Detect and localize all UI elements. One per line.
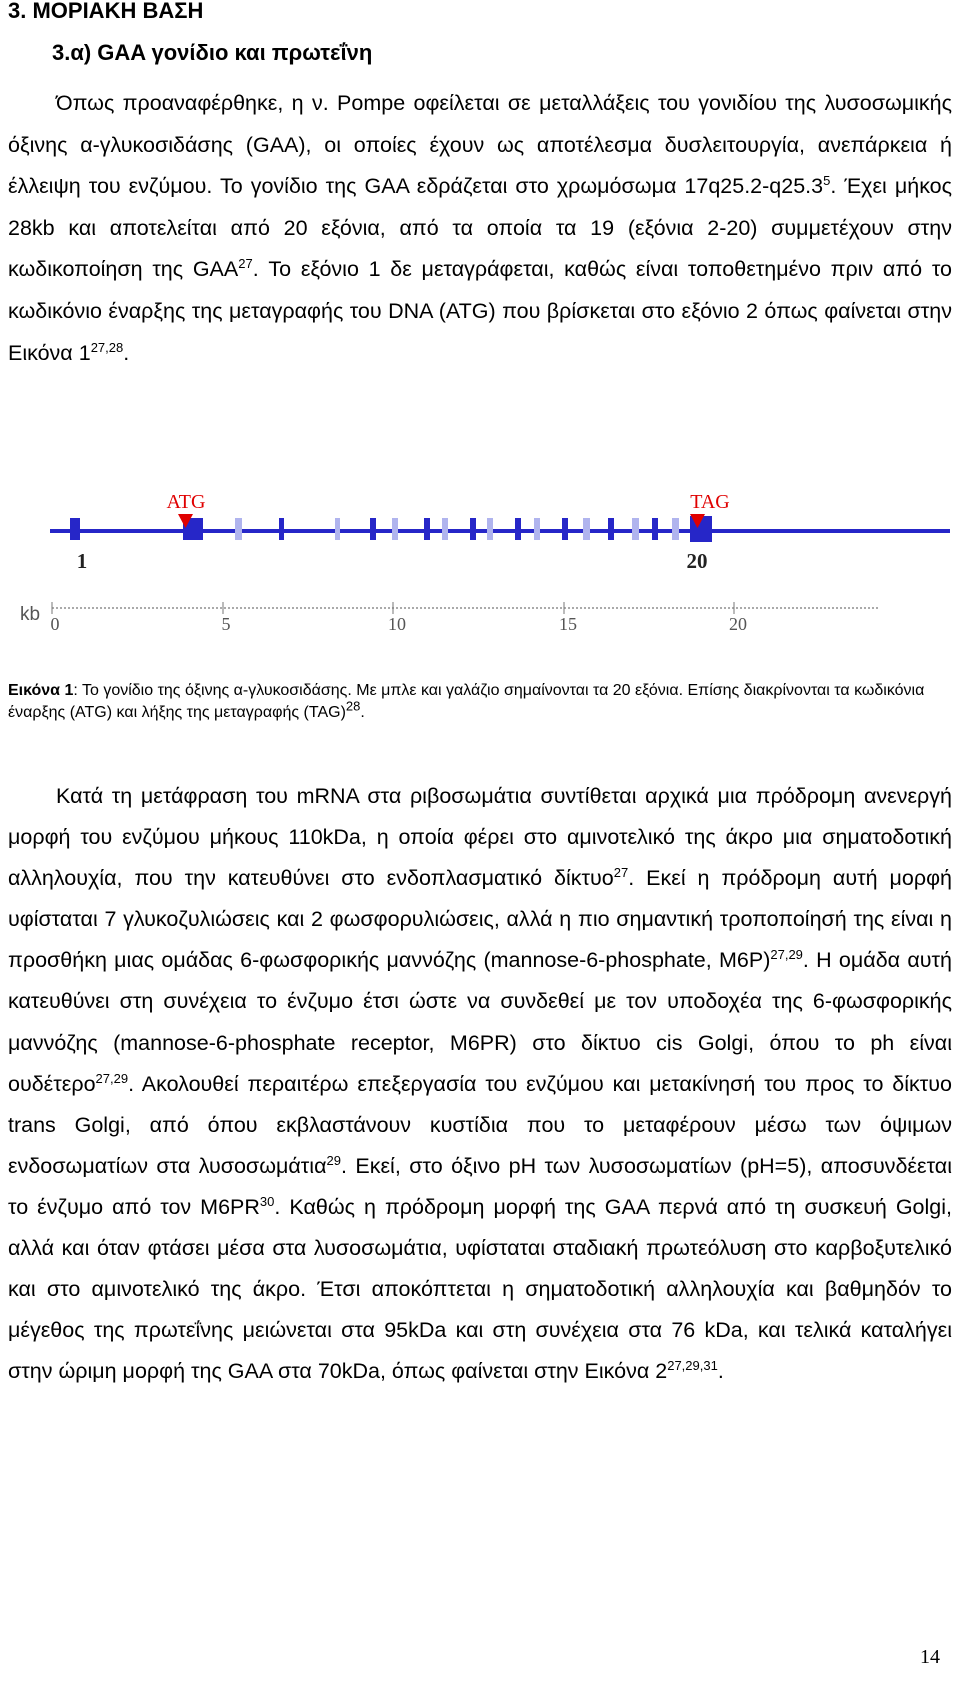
gene-diagram-svg <box>0 486 960 674</box>
exon-1 <box>70 518 80 540</box>
exon-15 <box>583 518 590 540</box>
exon-3 <box>235 518 242 540</box>
exon-6 <box>370 518 376 540</box>
paragraph-text: . Καθώς η πρόδρομη μορφή της GAA περνά από τη συσκευή Golgi, αλλά και όταν φτάσει μέσα στα λυσοσωμάτια, υφίσταται σταδιακή πρωτεόλυση στο καρβοξυτελικό και στο αμινοτελικό της άκρο. Έτσι αποκόπτεται η σηματοδοτική αλληλουχία και βαθμηδόν το μέγεθος της πρωτεΐνης μειώνεται στα 95kDa και στη συνέχεια στα 76 kDa, και τελικά καταλήγει στην ώριμη μορφή της GAA στα 70kDa, όπως φαίνεται στην Εικόνα 2 <box>8 1194 952 1384</box>
gene-structure-figure <box>0 486 960 674</box>
paragraph-gene-description <box>8 83 952 374</box>
section-heading: 3. ΜΟΡΙΑΚΗ ΒΑΣΗ <box>8 0 204 23</box>
exon-10 <box>470 518 476 540</box>
paragraph-text: . Η ομάδα αυτή κατευθύνει στη συνέχεια το ένζυμο έτσι ώστε να συνδεθεί με τον υποδοχέα της 6-φωσφορικής μαννόζης (mannose-6-phosphate receptor, M6PR) στο δίκτυο cis Golgi, όπου το ph είναι ουδέτερο <box>8 948 953 1096</box>
paragraph-text: . Εκεί η πρόδρομη αυτή μορφή υφίσταται 7 γλυκοζυλιώσεις και 2 φωσφορυλιώσεις, αλλά η πιο σημαντική τροποποίησή της είναι η προσθήκη μιας ομάδας 6-φωσφορικής μαννόζης (mannose-6-phosphate, M6P) <box>8 866 952 973</box>
caption-label: Εικόνα 1 <box>8 682 74 699</box>
last-exon-label: 20 <box>686 549 708 573</box>
scale-tick-label: 20 <box>729 614 747 634</box>
exon-17 <box>632 518 639 540</box>
exon-18 <box>652 518 658 540</box>
exon-19 <box>672 518 679 540</box>
exon-16 <box>608 518 614 540</box>
figure-caption <box>8 680 952 724</box>
paragraph-text: . Έχει μήκος 28kb και αποτελείται από 20 εξόνια, από τα οποία τα 19 (εξόνια 2-20) συμμετέχουν στην κωδικοποίηση της GAA <box>8 174 953 282</box>
scale-tick-label: 10 <box>388 614 406 634</box>
page-number: 14 <box>920 1646 940 1668</box>
paragraph-text: . Το εξόνιο 1 δε μεταγράφεται, καθώς είναι τοποθετημένο πριν από το κωδικόνιο έναρξης της μεταγραφής του DNA (ATG) που βρίσκεται στο εξόνιο 2 όπως φαίνεται στην Εικόνα 1 <box>8 257 952 365</box>
caption-text: . <box>360 704 365 721</box>
exon-8 <box>424 518 430 540</box>
paragraph-text: . <box>123 340 130 365</box>
exon-13 <box>534 518 540 540</box>
first-exon-label: 1 <box>76 549 88 573</box>
citation-ref: 27,29,31 <box>667 1358 718 1374</box>
citation-ref: 27,29 <box>95 1070 129 1086</box>
stop-codon-label: TAG <box>690 491 730 513</box>
paragraph-text: Κατά τη μετάφραση του mRNA στα ριβοσωμάτια συντίθεται αρχικά μια πρόδρομη ανενεργή μορφή του ενζύμου μήκους 110kDa, η οποία φέρει στο αμινοτελικό της άκρο μια σηματοδοτική αλληλουχία, που την κατευθύνει στο ενδοπλασματικό δίκτυο <box>8 784 952 891</box>
exon-11 <box>487 518 493 540</box>
paragraph-protein-processing <box>8 776 952 1392</box>
paragraph-text: Όπως προαναφέρθηκε, η ν. Pompe οφείλεται σε μεταλλάξεις του γονιδίου της λυσοσωμικής όξινης α-γλυκοσιδάσης (GAA), οι οποίες έχουν ως αποτέλεσμα δυσλειτουργία, ανεπάρκεια ή έλλειψη του ενζύμου. Το γονίδιο της GAA εδράζεται στο χρωμόσωμα 17q25.2-q25.3 <box>8 91 952 199</box>
exon-14 <box>562 518 568 540</box>
citation-ref: 27,29 <box>770 947 803 963</box>
paragraph-text: . <box>717 1359 724 1384</box>
subsection-heading: 3.α) GAA γονίδιο και πρωτεΐνη <box>52 40 373 65</box>
scale-unit-label: kb <box>20 604 41 625</box>
caption-text: : Το γονίδιο της όξινης α-γλυκοσιδάσης. Με μπλε και γαλάζιο σημαίνονται τα 20 εξόνια. Επίσης διακρίνονται τα κωδικόνια έναρξης (ATG) και λήξης της μεταγραφής (TAG) <box>8 682 925 721</box>
paragraph-text: . Εκεί, στο όξινο pH των λυσοσωματίων (pH=5), αποσυνδέεται το ένζυμο από τον M6PR <box>8 1153 952 1219</box>
paragraph-text: . Ακολουθεί περαιτέρω επεξεργασία του ενζύμου και μετακίνησή του προς το δίκτυο trans Golgi, από όπου εκβλαστάνουν κυστίδια που το μεταφέρουν μέσω των όψιμων ενδοσωματίων στα λυσοσωμάτια <box>8 1071 952 1178</box>
citation-ref: 28 <box>345 698 361 714</box>
exon-4 <box>279 518 284 540</box>
citation-ref: 30 <box>259 1193 275 1209</box>
start-codon-label: ATG <box>166 491 206 513</box>
citation-ref: 29 <box>326 1152 341 1168</box>
exon-9 <box>442 518 448 540</box>
citation-ref: 27 <box>613 865 629 881</box>
citation-ref: 27 <box>238 256 253 272</box>
exon-5 <box>335 518 340 540</box>
exon-7 <box>392 518 398 540</box>
citation-ref: 5 <box>823 173 831 189</box>
citation-ref: 27,28 <box>90 339 124 355</box>
scale-tick-label: 5 <box>221 614 231 634</box>
scale-tick-label: 15 <box>559 614 577 634</box>
exon-12 <box>515 518 521 540</box>
scale-tick-label: 0 <box>50 614 60 634</box>
